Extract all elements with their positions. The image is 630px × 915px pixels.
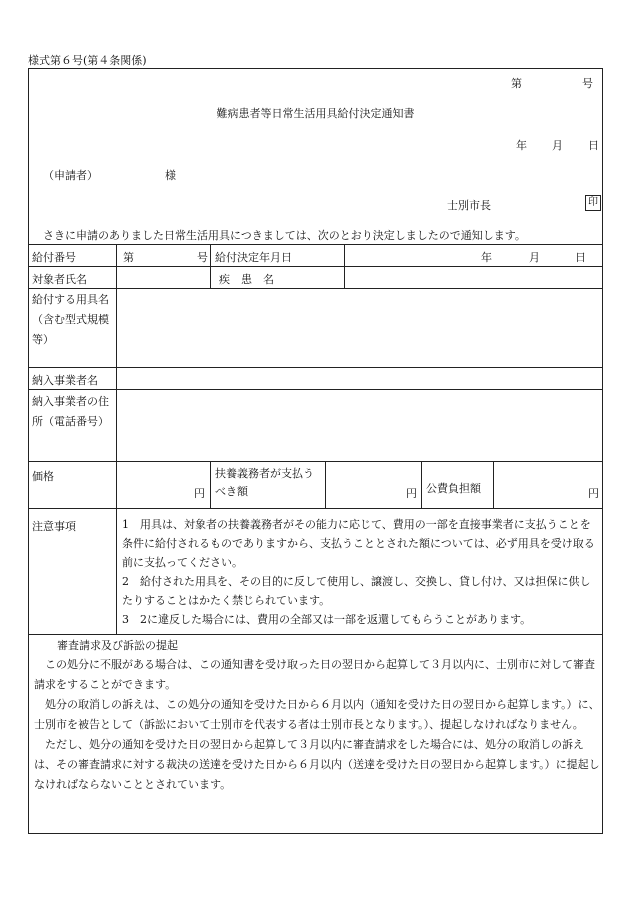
payment-number-prefix: 第	[123, 251, 134, 264]
note-item: 2 給付された用具を、その目的に反して使用し、譲渡し、交換し、貸し付け、又は担保に供したりすることはかたく禁じられています。	[122, 575, 591, 607]
form-number: 様式第６号(第４条関係)	[28, 54, 147, 67]
table-column-rule	[210, 461, 211, 508]
payment-number-suffix: 号	[197, 251, 208, 264]
appeal-paragraph: 処分の取消しの訴えは、この処分の通知を受けた日から６月以内（通知を受けた日の翌日から起算します。）に、士別市を被告として（訴訟において士別市を代表する者は士別市長となります。）、提起しなければなりません。	[34, 698, 600, 731]
seal-mark: 印	[585, 195, 601, 211]
payment-date-month: 月	[529, 251, 540, 264]
guardian-payment-unit: 円	[406, 487, 417, 500]
table-column-rule	[493, 461, 494, 508]
notes-list	[122, 515, 598, 629]
intro-text: さきに申請のありました日常生活用具につきましては、次のとおり決定しましたので通知します。	[43, 229, 526, 242]
table-column-rule	[421, 461, 422, 508]
table-rule	[29, 266, 602, 267]
table-rule	[29, 288, 602, 289]
payment-number-label: 給付番号	[32, 251, 76, 264]
price-unit: 円	[194, 487, 205, 500]
price-label: 価格	[32, 470, 54, 483]
issuer-name: 士別市長	[447, 199, 491, 212]
supplier-label: 納入事業者名	[32, 374, 98, 387]
table-rule	[29, 508, 602, 509]
document-title: 難病患者等日常生活用具給付決定通知書	[216, 107, 415, 120]
note-item: 3 2に違反した場合には、費用の全部又は一部を返還してもらうことがあります。	[122, 613, 532, 626]
public-burden-label: 公費負担額	[426, 482, 481, 495]
appeal-paragraph: この処分に不服がある場合は、この通知書を受け取った日の翌日から起算して３月以内に、士別市に対して審査請求をすることができます。	[34, 658, 595, 691]
note-item: 1 用具は、対象者の扶養義務者がその能力に応じて、費用の一部を直接事業者に支払うことを条件に給付されるものでありますから、支払うこととされた額については、必ず用具を受け取る前に支払ってください。	[122, 518, 595, 569]
applicant-label: （申請者）	[43, 169, 98, 182]
date-month: 月	[552, 139, 563, 152]
notice-form	[28, 68, 603, 834]
public-burden-unit: 円	[588, 487, 599, 500]
appeal-body	[34, 655, 600, 795]
table-rule	[29, 244, 602, 245]
table-rule	[29, 634, 602, 635]
table-column-rule	[325, 461, 326, 508]
equipment-label: 給付する用具名（含む型式規模等）	[32, 293, 109, 346]
doc-number-suffix: 号	[582, 77, 593, 90]
appeal-paragraph: ただし、処分の通知を受けた日の翌日から起算して３月以内に審査請求をした場合には、処分の取消しの訴えは、その審査請求に対する裁決の送達を受けた日から６月以内（送達を受けた日の翌日から起算します。）に提起しなければならないこととされています。	[34, 738, 600, 791]
table-column-rule	[210, 244, 211, 288]
payment-date-year: 年	[481, 251, 492, 264]
appeal-heading: 審査請求及び訴訟の提起	[57, 639, 178, 652]
table-column-rule	[116, 244, 117, 634]
guardian-payment-label: 扶養義務者が支払うべき額	[215, 467, 314, 498]
subject-name-label: 対象者氏名	[32, 273, 87, 286]
payment-date-day: 日	[575, 251, 586, 264]
table-rule	[29, 461, 602, 462]
table-column-rule	[344, 244, 345, 288]
applicant-honorific: 様	[165, 169, 176, 182]
doc-number-prefix: 第	[511, 77, 522, 90]
notes-label: 注意事項	[32, 520, 76, 533]
supplier-address-label: 納入事業者の住所（電話番号）	[32, 395, 109, 428]
table-rule	[29, 389, 602, 390]
disease-label: 疾 患 名	[219, 273, 274, 286]
payment-date-label: 給付決定年月日	[215, 251, 292, 264]
date-year: 年	[516, 139, 527, 152]
date-day: 日	[588, 139, 599, 152]
table-rule	[29, 367, 602, 368]
